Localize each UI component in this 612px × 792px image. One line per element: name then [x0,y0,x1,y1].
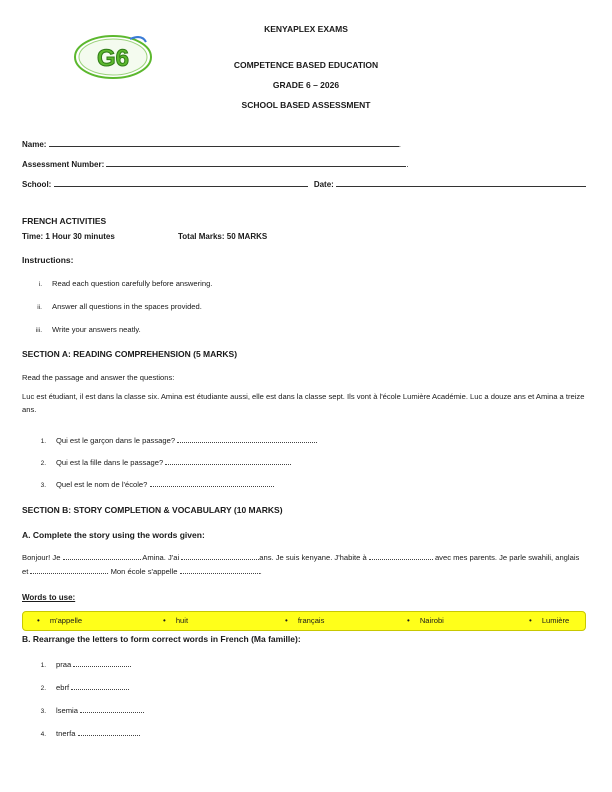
word-bank-item: • français [285,616,325,625]
instruction-item: ii. Answer all questions in the spaces provided. [37,302,202,311]
assessment-number-line[interactable] [106,166,406,167]
answer-line[interactable] [177,442,317,443]
words-heading: Words to use: [22,593,76,602]
answer-line[interactable] [78,735,140,736]
answer-line[interactable] [71,689,129,690]
time-label: Time: 1 Hour 30 minutes [22,232,115,241]
svg-text:G6: G6 [96,45,130,72]
grade-title: GRADE 6 – 2026 [272,80,340,90]
scrambled-word-row: 4. tnerfa [22,729,140,738]
school-label: School: [22,180,52,189]
name-end-mark: . [398,140,401,149]
exam-body-title: KENYAPLEX EXAMS [264,24,348,34]
section-a-heading: SECTION A: READING COMPREHENSION (5 MARKS) [22,349,238,359]
school-date-row [22,180,586,189]
name-label: Name: [22,140,47,149]
answer-line[interactable] [73,666,131,667]
school-line[interactable] [54,186,308,187]
assessment-number-label: Assessment Number: [22,160,105,169]
name-field-row [22,140,401,149]
story-blank-1[interactable] [63,559,141,560]
answer-line[interactable] [80,712,144,713]
story-line-1: Bonjour! Je Amina. J'ai ans. Je suis kenyane. J'habite à avec mes parents. Je parle swahili, anglais [22,553,580,562]
date-line[interactable] [336,186,586,187]
story-line-2: et Mon école s'appelle . [22,567,262,576]
instructions-heading: Instructions: [22,255,74,265]
assessment-end-mark: . [406,160,409,169]
story-blank-5[interactable] [180,573,260,574]
question-row: 2. Qui est la fille dans le passage? [22,458,291,467]
section-a-prompt: Read the passage and answer the questions: [22,373,175,382]
assessment-title: SCHOOL BASED ASSESSMENT [241,100,371,110]
assessment-number-row [22,160,409,169]
story-blank-4[interactable] [30,573,108,574]
total-marks-label: Total Marks: 50 MARKS [178,232,268,241]
word-bank-item: • huit [163,616,189,625]
section-b-heading: SECTION B: STORY COMPLETION & VOCABULARY (10 MARKS) [22,505,283,515]
scrambled-word-row: 3. lsemia [22,706,144,715]
curriculum-title: COMPETENCE BASED EDUCATION [233,60,379,70]
story-blank-3[interactable] [369,559,433,560]
answer-line[interactable] [165,464,291,465]
answer-line[interactable] [150,486,274,487]
subject-title: FRENCH ACTIVITIES [22,216,107,226]
name-line[interactable] [49,146,399,147]
story-blank-2[interactable] [181,559,259,560]
part-b-heading: B. Rearrange the letters to form correct words in French (Ma famille): [22,634,301,644]
part-a-heading: A. Complete the story using the words given: [22,530,205,540]
reading-passage: Luc est étudiant, il est dans la classe six. Amina est étudiante aussi, elle est dans la classe sept. Ils vont à l'école Lumière Académie. Luc a douze ans et Amina a treize ans. [22,392,585,414]
question-row: 1. Qui est le garçon dans le passage? [22,436,317,445]
scrambled-word-row: 2. ebrf [22,683,129,692]
scrambled-word-row: 1. praa [22,660,131,669]
grade-logo [72,30,154,82]
g6-logo-icon [72,30,154,82]
word-bank-item: • m'appelle [37,616,83,625]
word-bank [22,611,586,631]
word-bank-item: • Lumière [529,616,570,625]
instruction-item: i. Read each question carefully before answering. [38,279,213,288]
date-label: Date: [313,180,334,189]
word-bank-item: • Nairobi [407,616,444,625]
instruction-item: iii. Write your answers neatly. [35,325,141,334]
question-row: 3. Quel est le nom de l'école? [22,480,274,489]
